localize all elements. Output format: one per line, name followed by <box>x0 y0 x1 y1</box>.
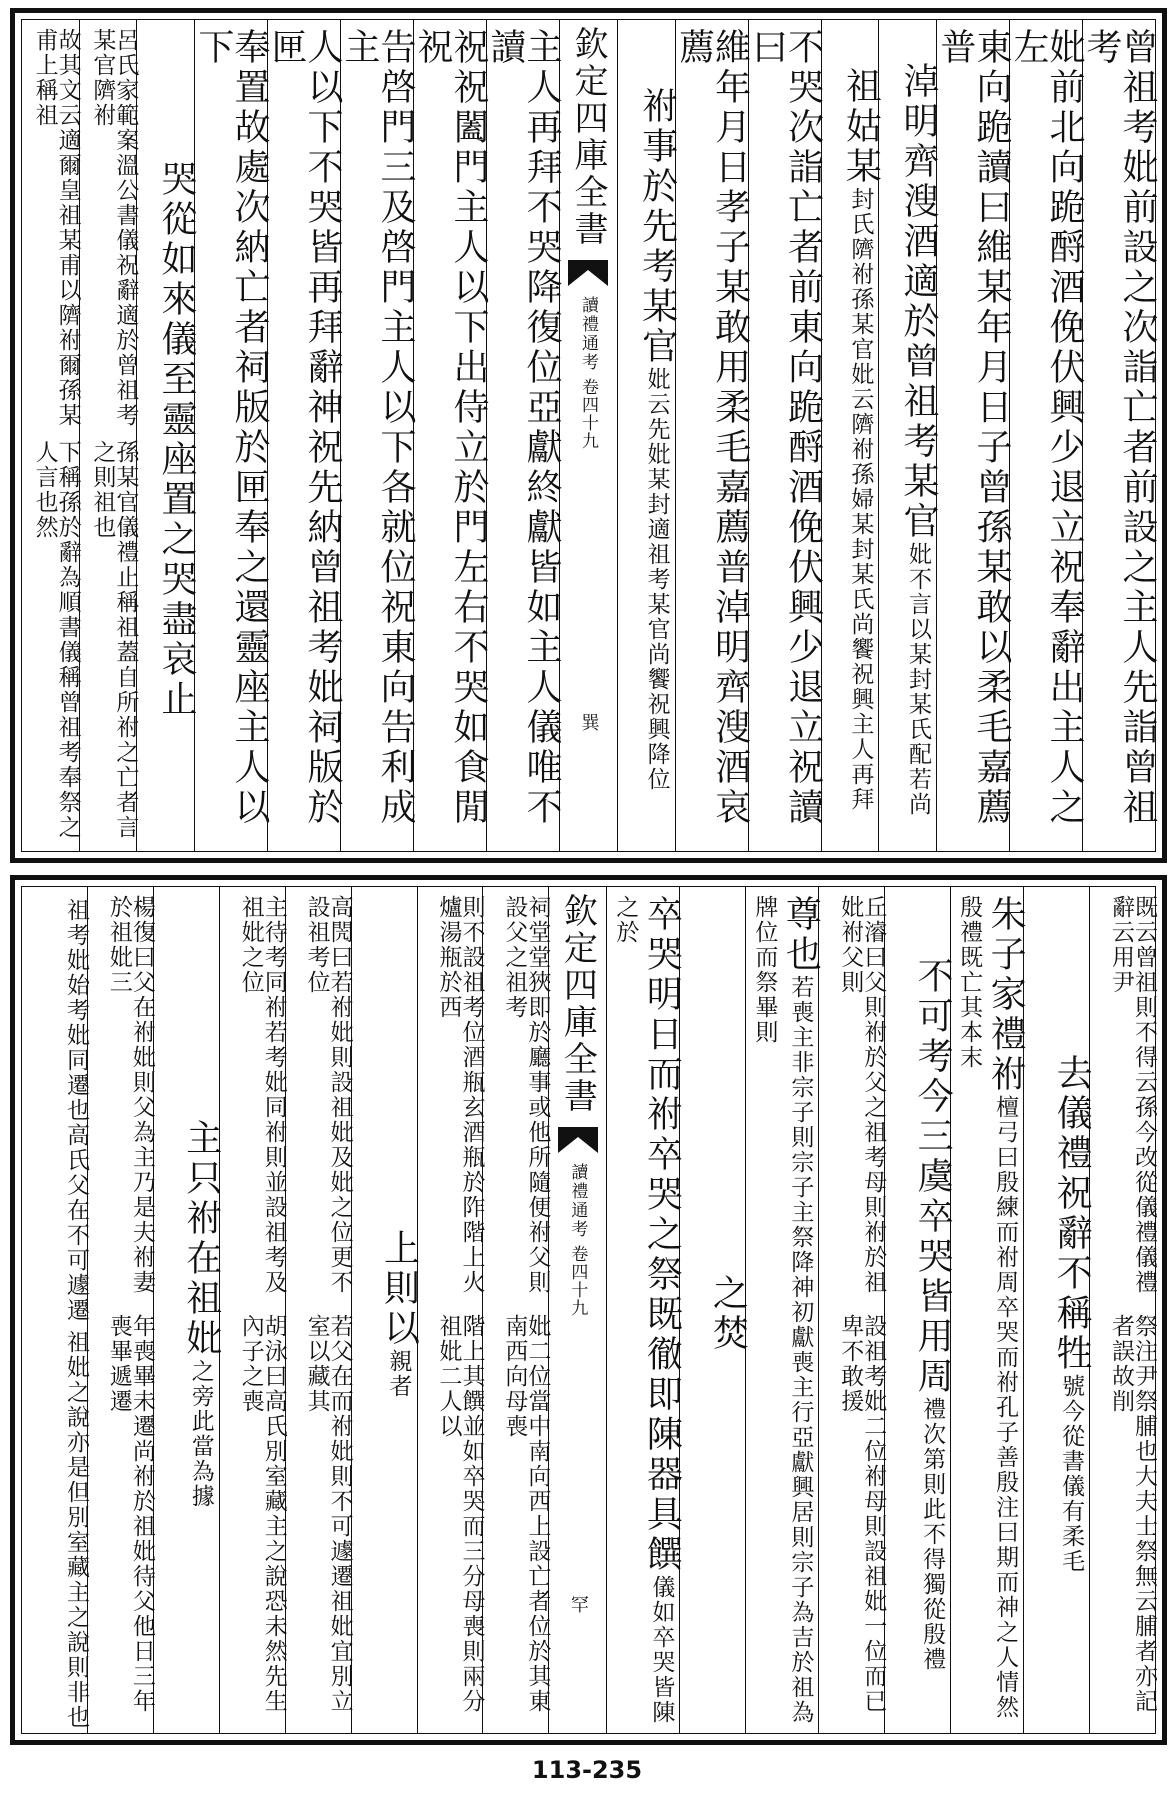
top-center-fold <box>559 20 617 851</box>
column-text <box>885 956 954 1672</box>
text-column <box>22 887 87 1733</box>
text-column <box>878 20 939 851</box>
text-column <box>950 887 1027 1733</box>
column-text <box>338 28 416 851</box>
column-text <box>192 28 270 851</box>
main-text: 不可考今三虞卒哭皆用周 <box>912 956 954 1397</box>
note-text: 妣云隮祔孫婦某封某氏 <box>847 362 874 612</box>
note-text: 適祖考某官尚饗祝興降位 <box>643 517 670 792</box>
top-page-frame <box>10 8 1167 863</box>
text-column <box>79 20 137 851</box>
annotation-line: 年喪畢未遷尚祔於祖妣待父他日三年喪畢遞遷 <box>105 1314 155 1714</box>
main-text: 上則以 <box>378 1229 420 1349</box>
column-text <box>137 159 197 720</box>
annotation-line: 楊復曰父在祔妣則父為主乃是夫祔妻於祖妣三 <box>105 895 155 1295</box>
annotation-line: 既云曾祖則不得云孫今改從儀禮儀禮辭云用尹 <box>1108 895 1157 1295</box>
note-text: 隮祔孫某官 <box>847 237 874 362</box>
text-column <box>746 20 824 851</box>
column-text <box>265 28 343 851</box>
note-text: 若喪主非宗子則宗子主祭降神初獻喪主 <box>787 975 814 1400</box>
annotation-line: 下稱孫於辭為順書儀稱曾祖考奉祭之人言也然 <box>31 439 81 840</box>
text-column <box>411 20 489 851</box>
annotation-line: 則不設祖考位酒瓶玄酒瓶於阼階上火爐湯瓶於西 <box>435 895 485 1295</box>
text-column <box>1023 887 1093 1733</box>
text-column <box>1081 20 1158 851</box>
main-text: 主人再拜不哭降復位亞獻終獻皆如主人儀唯不讀 <box>484 28 562 828</box>
leaf-number: 罕 <box>567 1595 589 1613</box>
text-column <box>417 887 483 1733</box>
text-column <box>1089 887 1155 1733</box>
text-column <box>884 887 954 1733</box>
main-text: 人以下不哭皆再拜辭神祝先納曾祖考妣祠版於匣 <box>265 28 343 828</box>
text-column <box>285 887 351 1733</box>
note-text: 行亞獻 <box>787 1400 814 1475</box>
book-title: 欽定四庫全書 <box>557 893 598 1115</box>
top-columns <box>22 20 1158 851</box>
column-text <box>680 1274 749 1354</box>
note-text: 號今從書儀有柔毛 <box>1058 1374 1085 1574</box>
main-text: 維年月日孝子某敢用柔毛嘉薦普淖明齊溲酒哀薦 <box>673 28 751 828</box>
annotation-line: 妣二位當中南向西上設亡者位於其東南西向母喪 <box>501 1314 551 1714</box>
text-column <box>484 20 562 851</box>
column-text <box>154 1119 222 1509</box>
column-text <box>935 28 1012 851</box>
main-text: 祝祝闔門主人以下出侍立於門左右不哭如食閒祝 <box>411 28 489 828</box>
text-column <box>821 20 882 851</box>
main-text: 奉置故處次納亡者祠版於匣奉之還靈座主人以下 <box>192 28 270 828</box>
main-text: 之焚 <box>707 1274 749 1354</box>
main-text: 朱子家禮祔 <box>985 895 1027 1095</box>
volume-label: 卷四十九 <box>567 1245 588 1317</box>
annotation-line: 設祖考妣二位祔母則設祖妣一位而已卑不敢援 <box>837 1314 887 1714</box>
annotation-line: 若父在而祔妣則不可遽遷祖妣宜別立室以藏其 <box>303 1314 353 1714</box>
column-text <box>822 67 882 812</box>
text-column <box>818 887 887 1733</box>
note-text: 儀如卒哭 <box>648 1575 675 1675</box>
note-text: 興居則宗子為吉於祖為牌位而祭畢則 <box>751 895 814 1725</box>
main-text: 主只祔在祖妣 <box>180 1119 222 1359</box>
main-text: 曾祖考妣前設之次詣亡者前設之主人先詣曾祖考 <box>1081 28 1158 828</box>
note-text: 檀弓曰殷練而祔周卒哭而祔孔子善殷 <box>992 1095 1019 1495</box>
text-column <box>606 887 683 1733</box>
column-text <box>1081 28 1158 851</box>
text-column <box>745 887 822 1733</box>
sub-title: 讀禮通考 <box>577 296 598 372</box>
annotation-line: 高閌曰若祔妣則設祖妣及妣之位更不設祖考位 <box>303 895 353 1295</box>
book-title: 欽定四庫全書 <box>567 26 608 248</box>
annotation-line: 故其文云適爾皇祖某甫以隮祔爾孫某甫上稱祖 <box>31 28 81 428</box>
column-text <box>951 895 1027 1733</box>
text-column <box>87 887 153 1733</box>
bottom-page-inner-frame <box>21 886 1156 1734</box>
note-text: 封氏 <box>847 187 874 237</box>
text-column <box>935 20 1012 851</box>
note-text: 之旁此當為據 <box>187 1359 214 1509</box>
main-text: 哭從如來儀至靈座置之哭盡哀止 <box>155 159 197 720</box>
text-column <box>617 20 678 851</box>
column-text <box>1008 28 1085 851</box>
note-text: 親者 <box>385 1349 412 1399</box>
column-text <box>411 28 489 851</box>
column-text <box>879 62 939 817</box>
annotation-line: 丘濬曰父則祔於父之祖考母則祔於祖妣祔父則 <box>837 895 887 1295</box>
text-column <box>192 20 270 851</box>
annotation-line: 祖妣之說亦是但別室藏主之說則非也 <box>62 1329 89 1730</box>
annotation-line: 階上其饌並如卒哭而三分母喪則兩分祖妣二人以 <box>435 1314 485 1714</box>
note-text: 尚 <box>905 792 931 817</box>
note-text: 皆陳之於 <box>612 895 675 1725</box>
leaf-number: 巽 <box>578 713 600 731</box>
text-column <box>679 887 749 1733</box>
column-text <box>352 1229 420 1399</box>
text-column <box>136 20 197 851</box>
bottom-columns <box>22 887 1155 1733</box>
column-text <box>746 28 824 851</box>
column-text <box>484 28 562 851</box>
text-column <box>673 20 751 851</box>
main-text: 去儀禮祝辭不稱牲 <box>1051 1054 1093 1374</box>
bottom-page-frame <box>10 875 1167 1745</box>
text-column <box>219 887 285 1733</box>
annotation-line: 主待考同祔若考妣同祔則並設祖考及祖妣之位 <box>237 895 287 1295</box>
main-text: 尊也 <box>780 895 822 975</box>
note-text: 注曰期而神之人情然殷禮既亡其本末 <box>956 895 1019 1720</box>
text-column <box>482 887 551 1733</box>
annotation-line: 祭注尹祭脯也大夫士祭無云脯者亦記者誤故削 <box>1108 1314 1157 1714</box>
main-text: 祖姑某 <box>840 67 882 187</box>
text-column <box>22 20 79 851</box>
annotation-line: 胡泳曰高氏別室藏主之說恐未然先生內子之喪 <box>237 1314 287 1714</box>
annotation-line: 呂氏家範案溫公書儀祝辭適於曾祖考某官隮祔 <box>89 28 139 428</box>
main-text: 卒哭明日而祔卒哭之祭既徹即陳器具饌 <box>641 895 683 1575</box>
fish-tail-mark-icon <box>556 1125 600 1155</box>
text-column <box>338 20 416 851</box>
column-text <box>1024 1054 1093 1574</box>
text-column <box>265 20 343 851</box>
text-column <box>351 887 420 1733</box>
column-text <box>746 895 822 1733</box>
annotation-line: 祠堂堂狹即於廳事或他所隨便祔父則設父之祖考 <box>501 895 551 1295</box>
text-column <box>1008 20 1085 851</box>
column-text <box>607 895 683 1733</box>
main-text: 淖明齊溲酒適於曾祖考某官 <box>898 62 939 542</box>
main-text: 祔事於先考某官 <box>636 87 678 367</box>
note-text: 妣云先妣某封 <box>643 367 670 517</box>
column-text <box>673 28 751 851</box>
text-column <box>153 887 222 1733</box>
page-footer-number: 113-235 <box>531 1756 643 1784</box>
note-text: 尚饗祝興主人再拜 <box>847 612 874 812</box>
note-text: 禮次第則此不得獨從殷禮 <box>919 1396 946 1672</box>
sub-title: 讀禮通考 <box>567 1163 588 1239</box>
fish-tail-mark-icon <box>566 258 610 288</box>
annotation-line: 孫某官儀禮止稱祖蓋自所祔之亡者言之則祖也 <box>89 439 139 840</box>
annotation-line: 祖考妣始考妣同遷也高氏父在不可遽遷 <box>62 898 89 1324</box>
main-text: 妣前北向跪酹酒俛伏興少退立祝奉辭出主人之左 <box>1008 28 1085 828</box>
main-text: 告啓門三及啓門主人以下各就位祝東向告利成主 <box>338 28 416 828</box>
top-page-inner-frame <box>21 19 1156 852</box>
note-text: 妣不言以某封某氏配若 <box>905 542 931 792</box>
main-text: 不哭次詣亡者前東向跪酹酒俛伏興少退立祝讀曰 <box>746 28 824 828</box>
main-text: 東向跪讀曰維某年月日子曾孫某敢以柔毛嘉薦普 <box>935 28 1012 828</box>
column-text <box>618 87 678 792</box>
bottom-center-fold <box>548 887 606 1733</box>
volume-label: 卷四十九 <box>577 378 598 450</box>
